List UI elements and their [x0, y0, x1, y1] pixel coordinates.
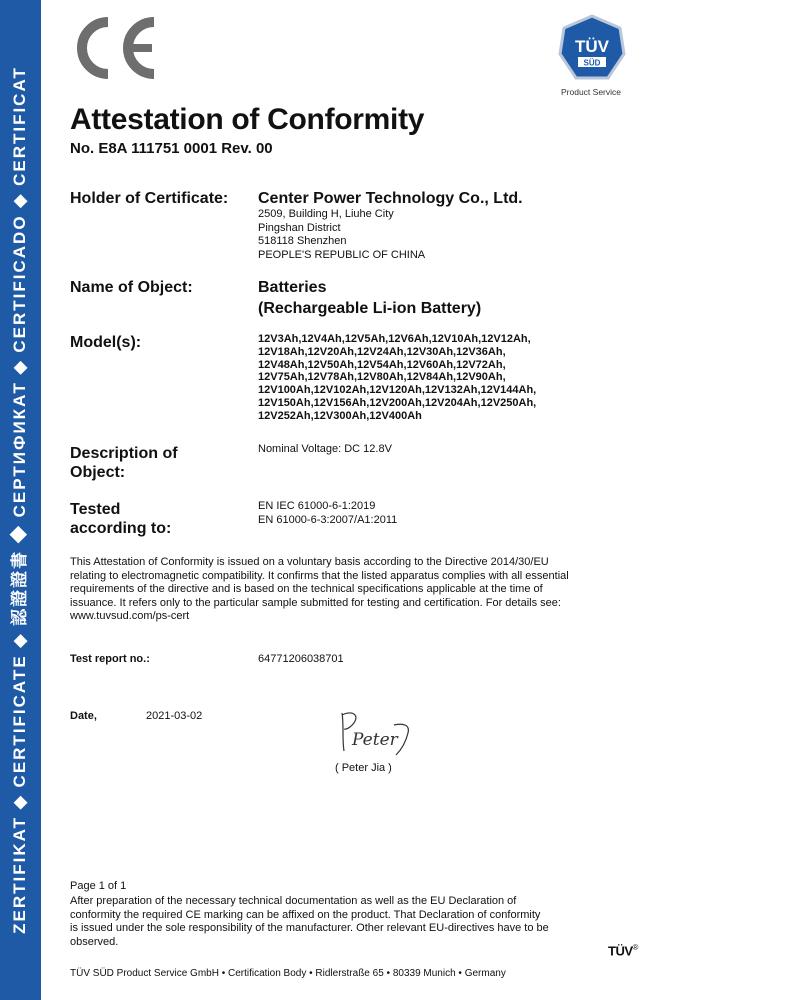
footer-note-line: After preparation of the necessary technical documentation as well as the EU Declaration of — [70, 895, 517, 907]
statement-line: requirements of the directive and is based on the technical specifications applicable at the time of — [70, 583, 543, 596]
description-label-line: Description of — [70, 445, 178, 462]
standard-line: EN IEC 61000-6-1:2019 — [258, 500, 376, 512]
model-line: 12V3Ah,12V4Ah,12V5Ah,12V6Ah,12V10Ah,12V12Ah, — [258, 333, 531, 345]
address-line: 2509, Building H, Liuhe City — [258, 208, 394, 220]
issuer-footer: TÜV SÜD Product Service GmbH • Certification Body • Ridlerstraße 65 • 80339 Munich • Germany — [70, 968, 506, 979]
tested-label — [70, 500, 171, 538]
address-line: 518118 Shenzhen — [258, 235, 347, 247]
footer-note-line: observed. — [70, 935, 119, 948]
holder-address — [258, 208, 425, 262]
sud-logo-text: SÜD — [583, 58, 601, 68]
tested-standards — [258, 500, 397, 527]
certificate-sidebar — [0, 0, 41, 1000]
description-label-line: Object: — [70, 464, 126, 481]
models-label: Model(s): — [70, 334, 142, 351]
certificate-number: No. E8A 111751 0001 Rev. 00 — [70, 140, 273, 157]
signatory-name: ( Peter Jia ) — [335, 762, 392, 774]
statement-line: issuance. It refers only to the particular sample submitted for testing and certification. For details see: — [70, 596, 561, 609]
description-value: Nominal Voltage: DC 12.8V — [258, 443, 392, 455]
statement-line: www.tuvsud.com/ps-cert — [70, 610, 190, 623]
test-report-label: Test report no.: — [70, 653, 150, 665]
object-label: Name of Object: — [70, 279, 193, 296]
ce-mark-logo — [68, 16, 160, 80]
attestation-statement — [70, 556, 630, 624]
standard-line: EN 61000-6-3:2007/A1:2011 — [258, 513, 398, 526]
tested-label-line: Tested — [70, 501, 121, 518]
date-value: 2021-03-02 — [146, 710, 203, 722]
test-report-number: 64771206038701 — [258, 653, 344, 665]
signature-text: Peter — [352, 730, 398, 750]
date-label: Date, — [70, 710, 97, 722]
holder-label: Holder of Certificate: — [70, 190, 229, 207]
model-line: 12V75Ah,12V78Ah,12V80Ah,12V84Ah,12V90Ah, — [258, 371, 506, 384]
object-name — [258, 277, 481, 319]
footer-note — [70, 895, 610, 949]
footer-note-line: is issued under the sole responsibility of the manufacturer. Other relevant EU-directives have to be — [70, 922, 549, 935]
models-list — [258, 333, 578, 423]
sidebar-text: ZERTIFIKAT ◆ CERTIFICATE ◆ 認證證書 ◆ СЕРТИФИКАТ ◆ CERTIFICADO ◆ CERTIFICAT — [10, 66, 29, 934]
tuv-mark-text: TÜV — [608, 943, 633, 959]
tuv-subtitle: Product Service — [561, 87, 621, 97]
document-title: Attestation of Conformity — [70, 103, 425, 136]
model-line: 12V18Ah,12V20Ah,12V24Ah,12V30Ah,12V36Ah, — [258, 345, 506, 358]
tested-label-line: according to: — [70, 520, 172, 537]
tuv-logo-text: TÜV — [575, 37, 609, 56]
statement-line: relating to electromagnetic compatibility. It confirms that the listed apparatus complies with all essential — [70, 569, 569, 582]
registered-mark: ® — [632, 943, 638, 952]
holder-company: Center Power Technology Co., Ltd. — [258, 190, 523, 207]
page-indicator: Page 1 of 1 — [70, 880, 127, 892]
model-line: 12V48Ah,12V50Ah,12V54Ah,12V60Ah,12V72Ah, — [258, 358, 506, 371]
footer-note-line: conformity the required CE marking can be affixed on the product. That Declaration of conformity — [70, 908, 541, 921]
model-line: 12V252Ah,12V300Ah,12V400Ah — [258, 409, 422, 422]
model-line: 12V100Ah,12V102Ah,12V120Ah,12V132Ah,12V144Ah, — [258, 384, 537, 397]
tuv-sud-logo — [558, 14, 626, 86]
address-line: Pingshan District — [258, 221, 341, 234]
signature-image — [332, 705, 416, 759]
description-label — [70, 444, 178, 482]
model-line: 12V150Ah,12V156Ah,12V200Ah,12V204Ah,12V250Ah, — [258, 396, 537, 409]
object-line: (Rechargeable Li-ion Battery) — [258, 300, 482, 317]
object-line: Batteries — [258, 279, 327, 296]
address-line: PEOPLE'S REPUBLIC OF CHINA — [258, 248, 426, 261]
tuv-footer-mark — [608, 943, 638, 958]
statement-line: This Attestation of Conformity is issued on a voluntary basis according to the Directive 2014/30/EU — [70, 556, 549, 568]
